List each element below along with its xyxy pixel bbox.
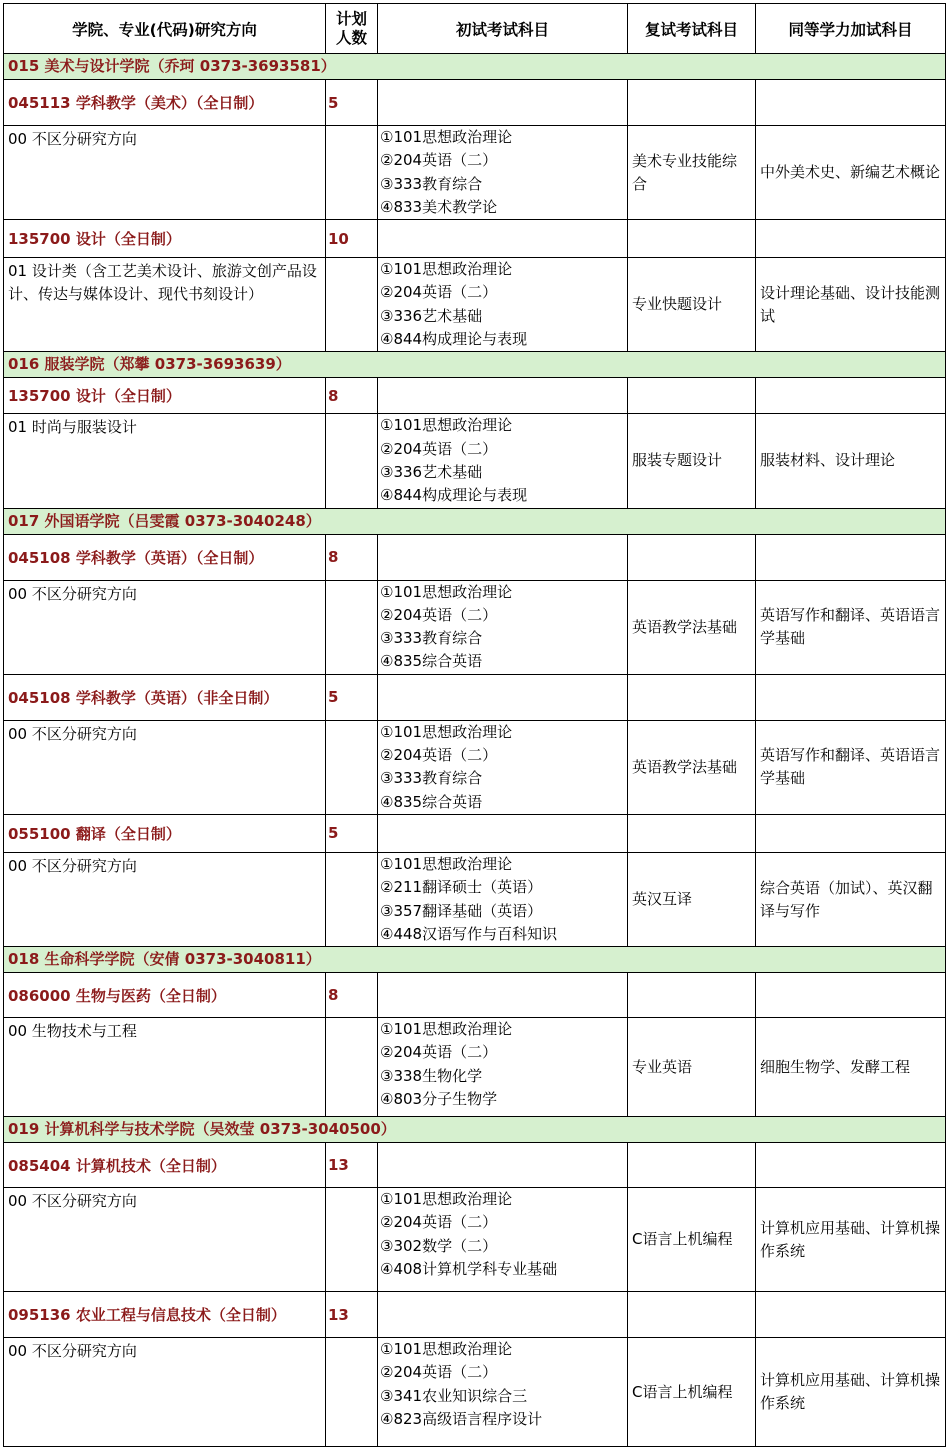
exam-subject: ②211翻译硕士（英语）	[380, 878, 543, 897]
exam-subject: ①101思想政治理论	[380, 416, 513, 435]
major-row	[4, 534, 946, 580]
header-quota-line1: 计划	[335, 9, 367, 28]
research-direction: 00 不区分研究方向	[8, 1342, 137, 1361]
major-row	[4, 674, 946, 720]
header-equivalent-extra: 同等学力加试科目	[756, 4, 946, 54]
empty-quota-cell	[326, 720, 378, 814]
empty-quota-cell	[326, 258, 378, 352]
header-initial-exam: 初试考试科目	[378, 4, 628, 54]
exam-subject-list	[378, 581, 627, 674]
quota-value: 13	[328, 1305, 349, 1324]
equivalent-extra-subjects: 服装材料、设计理论	[760, 451, 896, 470]
retest-cell	[628, 258, 756, 352]
major-row	[4, 220, 946, 258]
college-row	[4, 352, 946, 378]
equivalent-extra-subjects: 细胞生物学、发酵工程	[760, 1057, 911, 1076]
quota-value: 8	[328, 548, 339, 567]
exam-subject-list	[378, 126, 627, 219]
empty-quota-cell	[326, 580, 378, 674]
direction-cell	[4, 414, 326, 508]
exam-subject: ①101思想政治理论	[380, 1340, 513, 1359]
equivalent-extra-subjects: 计算机应用基础、计算机操作系统	[760, 1218, 941, 1260]
initial-exam-cell	[378, 414, 628, 508]
exam-subject: ③357翻译基础（英语）	[380, 901, 543, 920]
exam-subject: ①101思想政治理论	[380, 854, 513, 873]
research-direction: 00 不区分研究方向	[8, 584, 137, 603]
major-row	[4, 378, 946, 414]
research-direction: 00 不区分研究方向	[8, 1192, 137, 1211]
college-row	[4, 508, 946, 534]
exam-subject: ②204英语（二）	[380, 1043, 498, 1062]
empty-cell	[756, 534, 946, 580]
retest-subject: 英语教学法基础	[632, 757, 738, 776]
direction-cell	[4, 1188, 326, 1292]
extra-cell	[756, 580, 946, 674]
retest-subject: 专业快题设计	[632, 295, 723, 314]
research-direction: 00 不区分研究方向	[8, 724, 137, 743]
retest-cell	[628, 414, 756, 508]
direction-cell	[4, 580, 326, 674]
retest-subject: 专业英语	[632, 1057, 693, 1076]
college-row	[4, 54, 946, 80]
major-cell	[4, 80, 326, 126]
equivalent-extra-subjects: 计算机应用基础、计算机操作系统	[760, 1371, 941, 1413]
major-cell	[4, 534, 326, 580]
empty-cell	[378, 534, 628, 580]
quota-cell	[326, 814, 378, 852]
college-row	[4, 1117, 946, 1143]
extra-cell	[756, 1018, 946, 1117]
quota-value: 5	[328, 93, 339, 112]
empty-cell	[628, 378, 756, 414]
research-direction: 00 不区分研究方向	[8, 130, 137, 148]
quota-cell	[326, 80, 378, 126]
research-direction: 01 时尚与服装设计	[8, 418, 137, 437]
empty-quota-cell	[326, 414, 378, 508]
direction-cell	[4, 258, 326, 352]
retest-subject: 服装专题设计	[632, 451, 723, 470]
header-retest: 复试考试科目	[628, 4, 756, 54]
extra-cell	[756, 852, 946, 946]
empty-cell	[628, 534, 756, 580]
exam-subject-list	[378, 414, 627, 507]
college-title: 017 外国语学院（吕雯霞 0373-3040248）	[4, 508, 946, 534]
retest-cell	[628, 126, 756, 220]
retest-subject: 美术专业技能综合	[632, 151, 738, 193]
equivalent-extra-subjects: 英语写作和翻译、英语语言学基础	[760, 606, 941, 648]
major-cell	[4, 674, 326, 720]
direction-row	[4, 1018, 946, 1117]
exam-subject: ②204英语（二）	[380, 283, 498, 302]
major-row	[4, 814, 946, 852]
empty-cell	[378, 378, 628, 414]
empty-cell	[756, 973, 946, 1018]
major-name: 055100 翻译（全日制）	[8, 824, 181, 843]
empty-cell	[628, 220, 756, 258]
empty-cell	[756, 1143, 946, 1188]
empty-cell	[756, 220, 946, 258]
initial-exam-cell	[378, 720, 628, 814]
retest-subject: C语言上机编程	[632, 1382, 733, 1401]
major-name: 086000 生物与医药（全日制）	[8, 986, 226, 1005]
empty-quota-cell	[326, 1188, 378, 1292]
major-cell	[4, 1292, 326, 1338]
retest-cell	[628, 852, 756, 946]
extra-cell	[756, 1188, 946, 1292]
exam-subject-list	[378, 1338, 627, 1431]
initial-exam-cell	[378, 852, 628, 946]
major-row	[4, 1292, 946, 1338]
empty-cell	[628, 80, 756, 126]
empty-cell	[378, 674, 628, 720]
initial-exam-cell	[378, 580, 628, 674]
quota-cell	[326, 378, 378, 414]
exam-subject: ②204英语（二）	[380, 151, 498, 170]
exam-subject-list	[378, 853, 627, 946]
exam-subject: ①101思想政治理论	[380, 1020, 513, 1039]
major-cell	[4, 220, 326, 258]
direction-row	[4, 414, 946, 508]
exam-subject: ①101思想政治理论	[380, 128, 513, 146]
extra-cell	[756, 720, 946, 814]
empty-cell	[378, 814, 628, 852]
initial-exam-cell	[378, 1188, 628, 1292]
exam-subject: ③302数学（二）	[380, 1236, 498, 1255]
exam-subject: ④448汉语写作与百科知识	[380, 924, 558, 943]
retest-cell	[628, 1018, 756, 1117]
empty-cell	[628, 973, 756, 1018]
equivalent-extra-subjects: 设计理论基础、设计技能测试	[760, 283, 941, 325]
major-cell	[4, 378, 326, 414]
admissions-table	[3, 3, 946, 1447]
initial-exam-cell	[378, 1338, 628, 1447]
exam-subject-list	[378, 1188, 627, 1281]
exam-subject-list	[378, 258, 627, 351]
college-title: 016 服装学院（郑攀 0373-3693639）	[4, 352, 946, 378]
direction-cell	[4, 126, 326, 220]
direction-cell	[4, 852, 326, 946]
exam-subject: ③333教育综合	[380, 629, 483, 648]
exam-subject: ③333教育综合	[380, 769, 483, 788]
exam-subject: ④803分子生物学	[380, 1090, 498, 1109]
empty-cell	[378, 1292, 628, 1338]
research-direction: 01 设计类（含工艺美术设计、旅游文创产品设计、传达与媒体设计、现代书刻设计）	[8, 262, 317, 304]
exam-subject: ②204英语（二）	[380, 1213, 498, 1232]
major-name: 045108 学科教学（英语）（非全日制）	[8, 688, 279, 707]
college-row	[4, 947, 946, 973]
empty-cell	[378, 973, 628, 1018]
header-row	[4, 4, 946, 54]
quota-value: 5	[328, 688, 339, 707]
equivalent-extra-subjects: 综合英语（加试）、英汉翻译与写作	[760, 878, 933, 920]
major-name: 085404 计算机技术（全日制）	[8, 1156, 226, 1175]
major-cell	[4, 814, 326, 852]
empty-cell	[756, 814, 946, 852]
exam-subject: ④408计算机学科专业基础	[380, 1260, 558, 1279]
exam-subject: ③336艺术基础	[380, 306, 483, 325]
empty-cell	[756, 80, 946, 126]
equivalent-extra-subjects: 英语写作和翻译、英语语言学基础	[760, 746, 941, 788]
direction-row	[4, 852, 946, 946]
retest-subject: 英汉互译	[632, 890, 693, 909]
extra-cell	[756, 414, 946, 508]
equivalent-extra-subjects: 中外美术史、新编艺术概论	[760, 163, 941, 182]
retest-cell	[628, 1338, 756, 1447]
exam-subject: ③338生物化学	[380, 1066, 483, 1085]
major-cell	[4, 973, 326, 1018]
research-direction: 00 不区分研究方向	[8, 856, 137, 875]
college-title: 019 计算机科学与技术学院（吴效莹 0373-3040500）	[4, 1117, 946, 1143]
exam-subject: ②204英语（二）	[380, 439, 498, 458]
exam-subject: ②204英语（二）	[380, 605, 498, 624]
header-quota	[326, 4, 378, 54]
empty-quota-cell	[326, 1338, 378, 1447]
direction-cell	[4, 1338, 326, 1447]
empty-cell	[628, 674, 756, 720]
exam-subject: ③333教育综合	[380, 174, 483, 193]
direction-row	[4, 1338, 946, 1447]
direction-row	[4, 720, 946, 814]
exam-subject: ④835综合英语	[380, 652, 483, 671]
empty-cell	[756, 378, 946, 414]
empty-quota-cell	[326, 1018, 378, 1117]
empty-quota-cell	[326, 852, 378, 946]
research-direction: 00 生物技术与工程	[8, 1022, 137, 1041]
exam-subject: ④844构成理论与表现	[380, 330, 528, 349]
major-name: 045108 学科教学（英语）（全日制）	[8, 548, 264, 567]
quota-cell	[326, 1143, 378, 1188]
initial-exam-cell	[378, 258, 628, 352]
major-name: 045113 学科教学（美术）（全日制）	[8, 94, 264, 112]
extra-cell	[756, 126, 946, 220]
empty-cell	[628, 1143, 756, 1188]
extra-cell	[756, 1338, 946, 1447]
empty-cell	[628, 814, 756, 852]
exam-subject: ②204英语（二）	[380, 746, 498, 765]
retest-subject: 英语教学法基础	[632, 617, 738, 636]
quota-cell	[326, 674, 378, 720]
major-name: 135700 设计（全日制）	[8, 230, 181, 249]
exam-subject: ①101思想政治理论	[380, 722, 513, 741]
empty-quota-cell	[326, 126, 378, 220]
major-row	[4, 1143, 946, 1188]
exam-subject-list	[378, 721, 627, 814]
quota-cell	[326, 973, 378, 1018]
college-title: 018 生命科学学院（安倩 0373-3040811）	[4, 947, 946, 973]
retest-cell	[628, 580, 756, 674]
empty-cell	[756, 1292, 946, 1338]
retest-cell	[628, 1188, 756, 1292]
quota-cell	[326, 220, 378, 258]
exam-subject: ③341农业知识综合三	[380, 1386, 528, 1405]
extra-cell	[756, 258, 946, 352]
major-row	[4, 973, 946, 1018]
direction-row	[4, 580, 946, 674]
major-name: 135700 设计（全日制）	[8, 387, 181, 406]
quota-value: 5	[328, 824, 339, 843]
exam-subject: ④833美术教学论	[380, 197, 498, 216]
empty-cell	[378, 220, 628, 258]
exam-subject: ①101思想政治理论	[380, 1190, 513, 1209]
quota-value: 8	[328, 986, 339, 1005]
major-name: 095136 农业工程与信息技术（全日制）	[8, 1306, 286, 1325]
quota-value: 10	[328, 229, 349, 248]
exam-subject: ②204英语（二）	[380, 1363, 498, 1382]
direction-cell	[4, 720, 326, 814]
exam-subject: ④823高级语言程序设计	[380, 1410, 543, 1429]
quota-cell	[326, 1292, 378, 1338]
empty-cell	[378, 80, 628, 126]
direction-row	[4, 258, 946, 352]
empty-cell	[628, 1292, 756, 1338]
exam-subject: ④835综合英语	[380, 792, 483, 811]
initial-exam-cell	[378, 1018, 628, 1117]
empty-cell	[756, 674, 946, 720]
college-title: 015 美术与设计学院（乔珂 0373-3693581）	[4, 54, 946, 80]
quota-value: 8	[328, 386, 339, 405]
major-cell	[4, 1143, 326, 1188]
initial-exam-cell	[378, 126, 628, 220]
direction-row	[4, 126, 946, 220]
empty-cell	[378, 1143, 628, 1188]
direction-cell	[4, 1018, 326, 1117]
direction-row	[4, 1188, 946, 1292]
retest-cell	[628, 720, 756, 814]
exam-subject: ①101思想政治理论	[380, 582, 513, 601]
header-college-major: 学院、专业(代码)研究方向	[4, 4, 326, 54]
exam-subject: ①101思想政治理论	[380, 260, 513, 279]
header-quota-line2: 人数	[335, 28, 367, 47]
exam-subject-list	[378, 1018, 627, 1111]
table-body	[4, 54, 946, 1447]
quota-value: 13	[328, 1156, 349, 1175]
exam-subject: ④844构成理论与表现	[380, 486, 528, 505]
quota-cell	[326, 534, 378, 580]
major-row	[4, 80, 946, 126]
retest-subject: C语言上机编程	[632, 1230, 733, 1249]
exam-subject: ③336艺术基础	[380, 462, 483, 481]
